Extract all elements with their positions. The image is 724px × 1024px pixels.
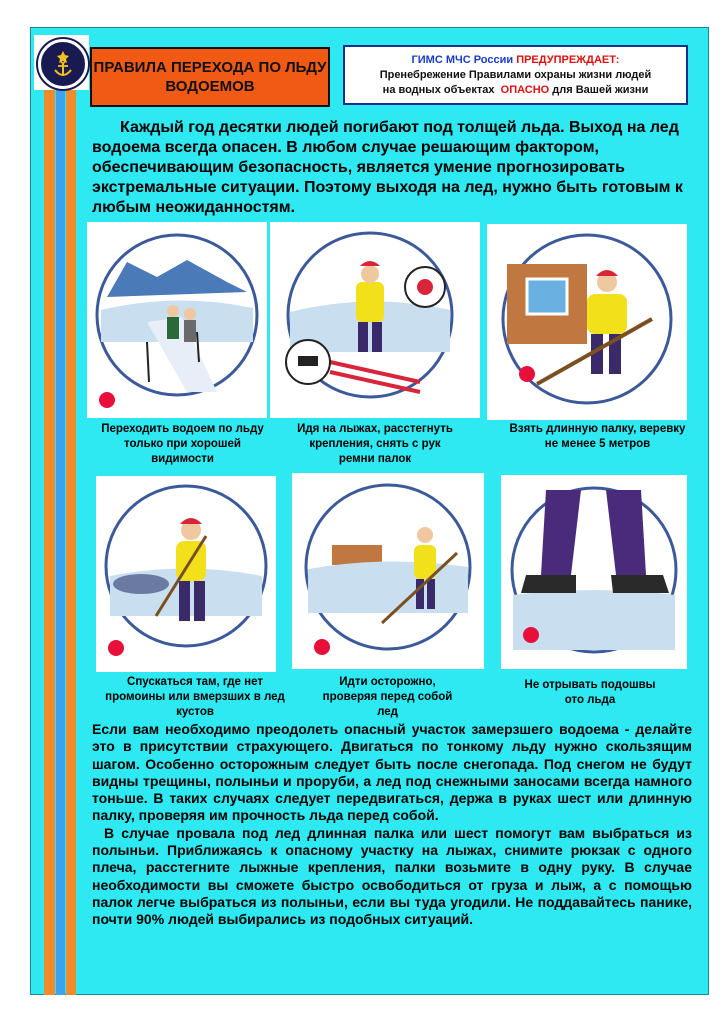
- warning-org: ГИМС МЧС России: [411, 54, 514, 66]
- warning-line3b: для Вашей жизни: [552, 84, 649, 96]
- person-with-pole-illustration: [487, 224, 687, 420]
- person-descending-illustration: [96, 476, 276, 672]
- decor-stripe-orange: [44, 62, 55, 995]
- warning-line3a: на водных объектах: [382, 84, 495, 96]
- skier-illustration: [270, 222, 480, 418]
- tip-caption-4: Спускаться там, где нет промоины или вмерзших в лед кустов: [105, 676, 285, 718]
- tip-caption-3: Взять длинную палку, веревку не менее 5 метров: [509, 423, 686, 450]
- person-testing-ice-illustration: [292, 473, 484, 669]
- anchor-emblem-icon: [38, 39, 88, 89]
- tip-caption-1: Переходить водоем по льду только при хорошей видимости: [101, 423, 264, 465]
- warning-line2: Пренебрежение Правилами охраны жизни людей: [379, 69, 652, 81]
- poster-title-box: [90, 47, 330, 107]
- people-walking-on-ice-illustration: [87, 222, 267, 418]
- decor-stripe-orange-2: [66, 62, 76, 995]
- decor-stripe-blue: [56, 62, 65, 995]
- body-text: [92, 721, 692, 929]
- body-paragraph-1: Если вам необходимо преодолеть опасный участок замерзшего водоема - делайте это в присутствии страхующего. Двигаться по тонкому льду нужно скользящим шагом. Особенно осторожным следует быть после снегопада. Под снегом не будут видны трещины, полыньи и проруби, а лед под снежными заносами всегда намного тоньше. В таких случаях следует передвигаться, держа в руках шест или длинную палку, проверяя им прочность льда перед собой.: [92, 721, 692, 824]
- gims-logo: [34, 35, 89, 90]
- warning-box: [343, 45, 688, 105]
- tip-caption-5: Идти осторожно, проверяя перед собой лед: [322, 676, 453, 718]
- tip-caption-6: Не отрывать подошвы ото льда: [524, 679, 656, 706]
- poster-title: ПРАВИЛА ПЕРЕХОДА ПО ЛЬДУ ВОДОЕМОВ: [93, 59, 327, 95]
- warning-danger: ОПАСНО: [500, 84, 550, 96]
- feet-sliding-illustration: [501, 475, 687, 669]
- intro-paragraph: Каждый год десятки людей погибают под толщей льда. Выход на лед водоема всегда опасен. В любом случае решающим фактором, обеспечивающим безопасность, является умение прогнозировать экстремальные ситуации. Поэтому выходя на лед, нужно быть готовым к любым неожиданностям.: [92, 119, 683, 216]
- body-paragraph-2: В случае провала под лед длинная палка или шест помогут вам выбраться из полыньи. Приближаясь к опасному участку на лыжах, снимите рюкзак с одного плеча, расстегните лыжные крепления, палки возьмите в одну руку. В случае необходимости вы сможете быстро освободиться от груза и лыж, а с помощью палок легче выбраться из полыньи, если вы туда угодили. Не поддавайтесь панике, почти 90% людей выбирались из подобных ситуаций.: [92, 824, 692, 928]
- tip-caption-2: Идя на лыжах, расстегнуть крепления, снять с рук ремни палок: [297, 423, 453, 465]
- warning-verb: ПРЕДУПРЕЖДАЕТ:: [516, 54, 620, 66]
